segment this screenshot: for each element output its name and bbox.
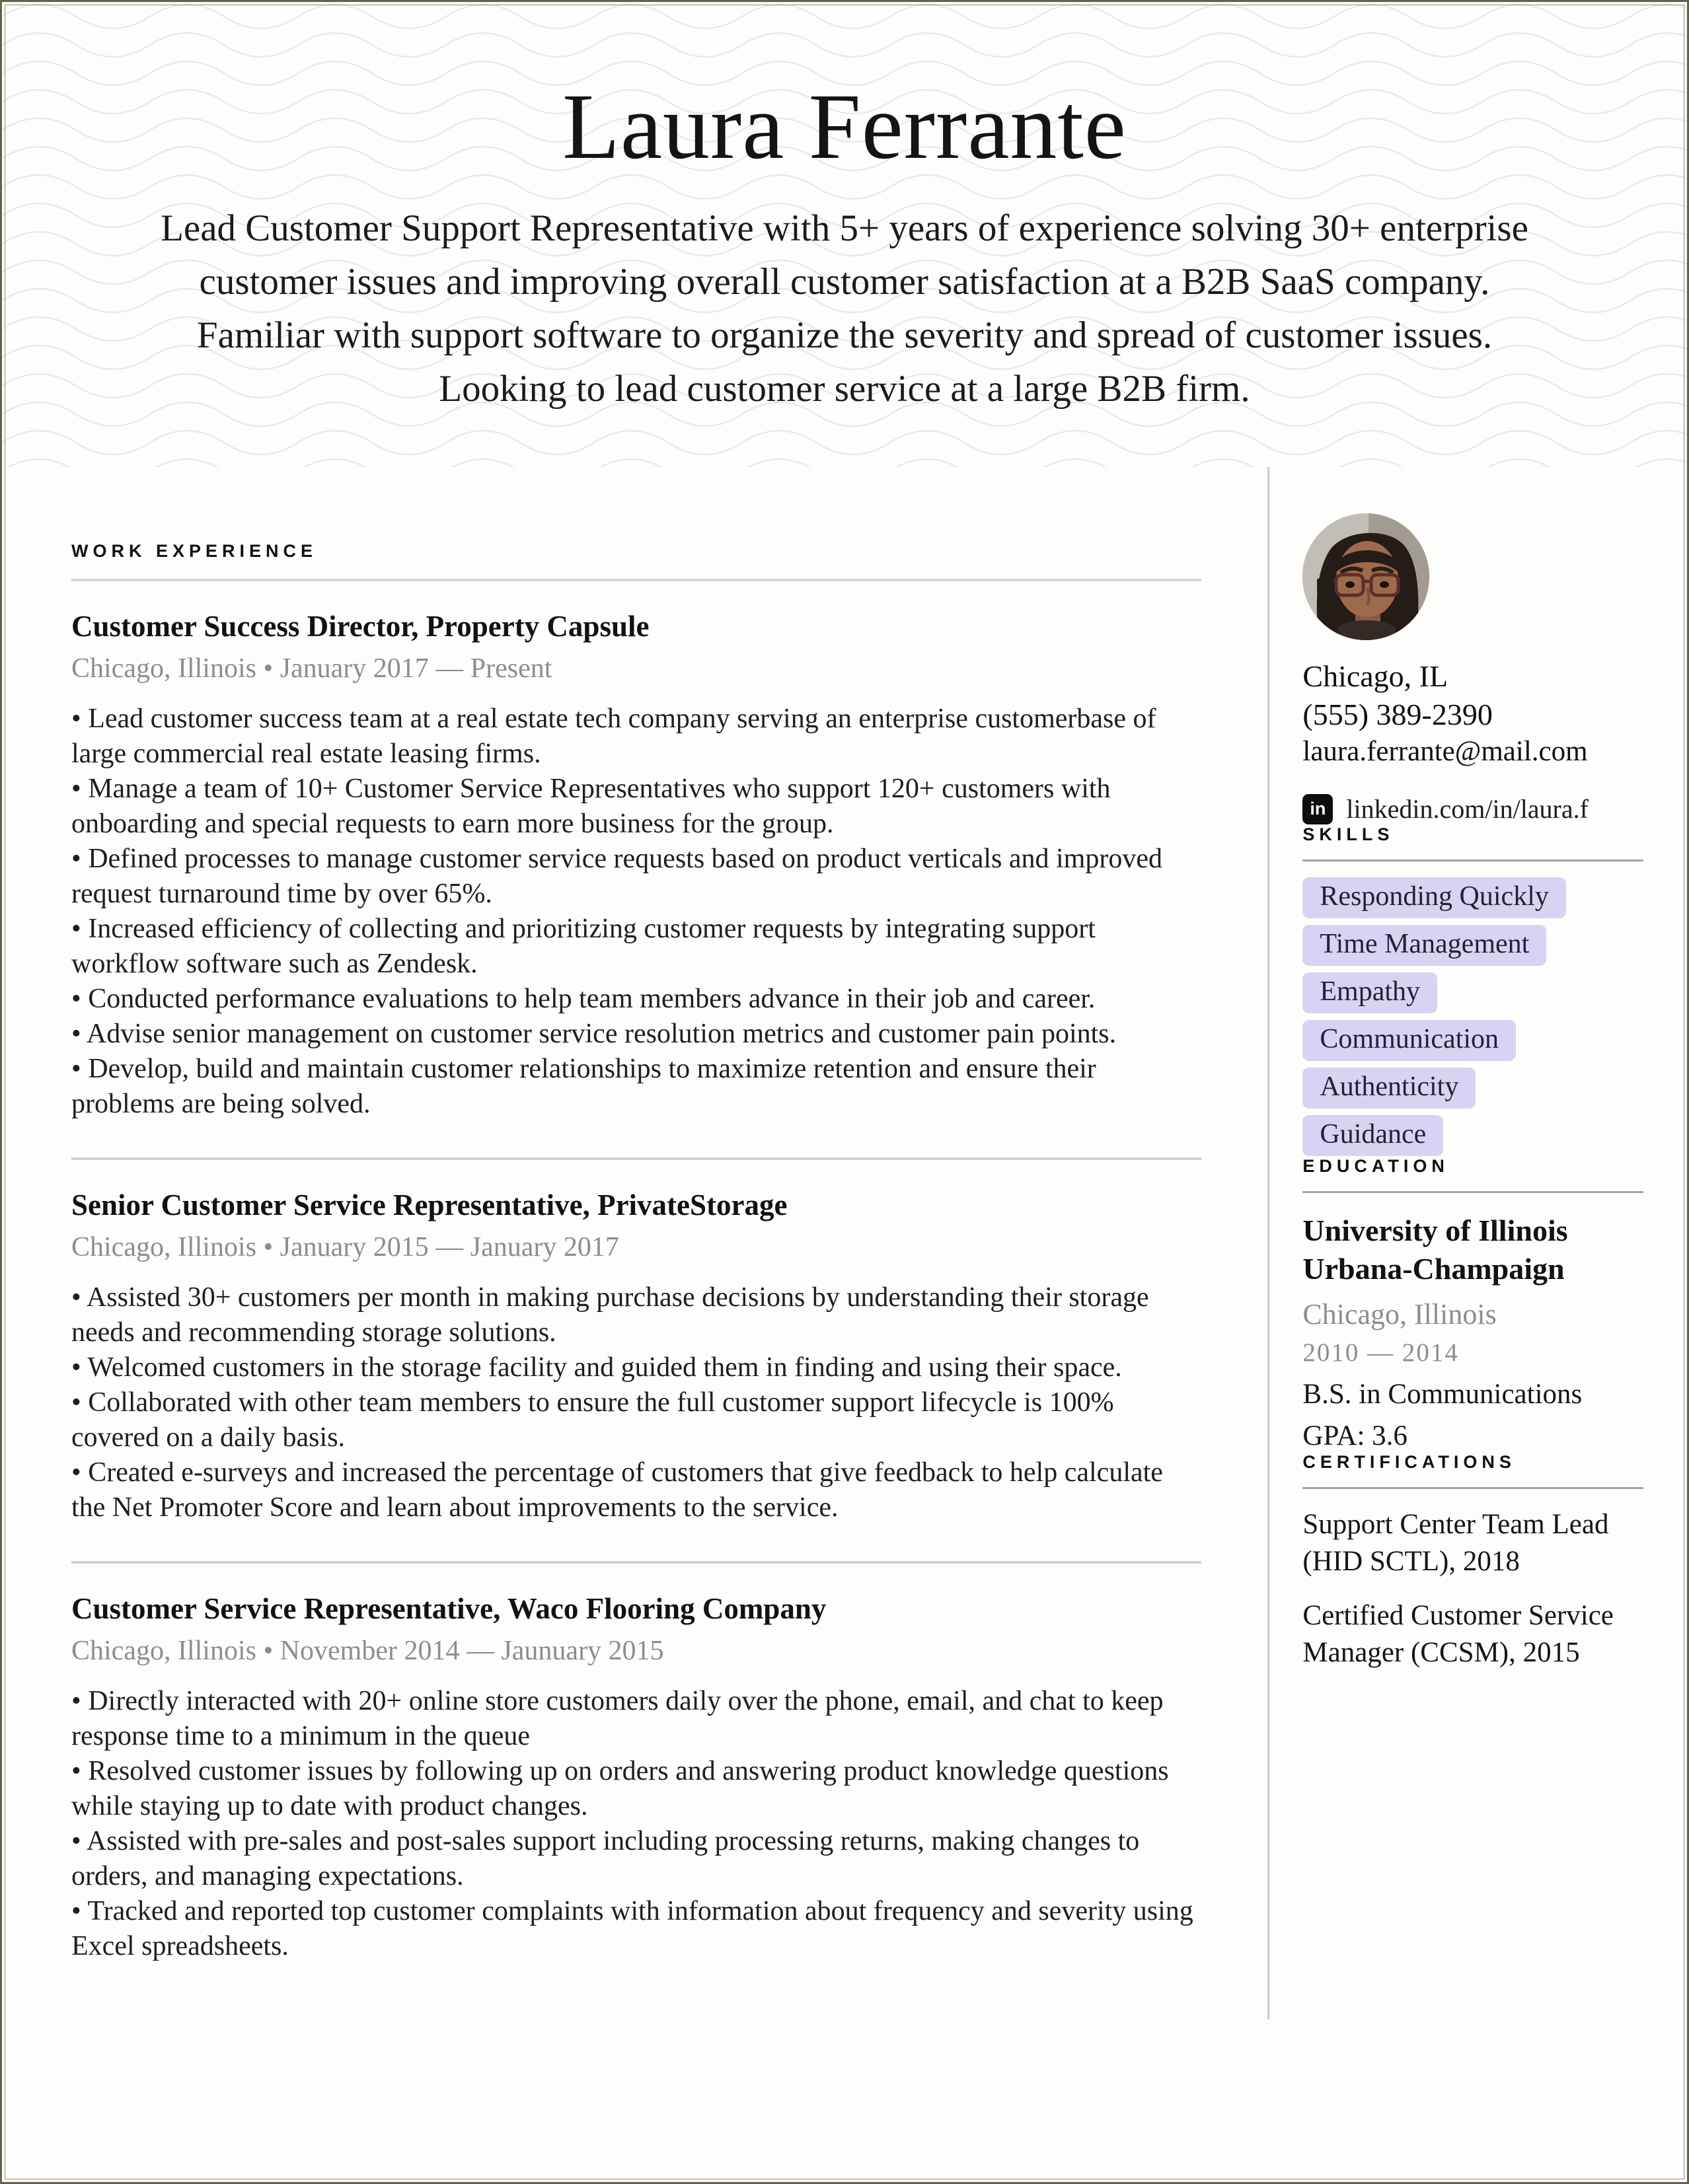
job-bullet: • Created e-surveys and increased the percentage of customers that give feedback to help calculate the Net Promoter Score and learn about improvements to the service.: [71, 1457, 1163, 1523]
job-title: Senior Customer Service Representative, PrivateStorage: [71, 1188, 788, 1221]
column-divider: [1267, 467, 1269, 2020]
job-separator: [71, 1561, 1201, 1564]
job-meta: Chicago, Illinois • January 2017 — Present: [71, 653, 552, 684]
certification-item: Support Center Team Lead (HID SCTL), 2018: [1302, 1509, 1609, 1577]
education-gpa: GPA: 3.6: [1302, 1420, 1408, 1451]
job-bullet: • Assisted with pre-sales and post-sales support including processing returns, making changes to orders, and managing expectations.: [71, 1826, 1140, 1891]
contact-block: [1302, 657, 1643, 770]
skill-pill: Responding Quickly: [1302, 877, 1565, 918]
section-divider: [71, 579, 1201, 581]
job-bullet: • Increased efficiency of collecting and prioritizing customer requests by integrating support workflow software such as Zendesk.: [71, 914, 1096, 979]
skill-pill: Time Management: [1302, 925, 1546, 966]
contact-location: Chicago, IL: [1302, 659, 1448, 693]
job-meta: Chicago, Illinois • November 2014 — Jaunuary 2015: [71, 1636, 664, 1666]
job-bullet: • Assisted 30+ customers per month in making purchase decisions by understanding their storage needs and recommending storage solutions.: [71, 1282, 1149, 1348]
job-bullets: [71, 1684, 1201, 1964]
skill-pill-row: [1302, 1115, 1643, 1156]
section-divider: [1302, 859, 1643, 861]
summary-text: Lead Customer Support Representative with 5+ years of experience solving 30+ enterprise customer issues and improving overall customer satisfaction at a B2B SaaS company. Familiar with support software to organize the severity and spread of customer issues. Looking to lead customer service at a large B2B firm.: [161, 207, 1528, 410]
profile-photo-illustration: [1302, 513, 1429, 640]
job-meta: Chicago, Illinois • January 2015 — January 2017: [71, 1232, 619, 1262]
skill-pill-row: [1302, 925, 1643, 966]
job-title: Customer Service Representative, Waco Flooring Company: [71, 1592, 827, 1625]
main-column: [2, 467, 1265, 1964]
body: [2, 467, 1687, 1964]
education-school: University of Illinois Urbana-Champaign: [1302, 1214, 1568, 1286]
skill-pill: Guidance: [1302, 1115, 1443, 1156]
job-bullet: • Resolved customer issues by following up on orders and answering product knowledge questions while staying up to date with product changes.: [71, 1756, 1169, 1821]
section-divider: [1302, 1487, 1643, 1489]
education-years: 2010 — 2014: [1302, 1338, 1459, 1367]
skill-pill-row: [1302, 1020, 1643, 1061]
linkedin-url: linkedin.com/in/laura.f: [1346, 794, 1589, 824]
certification-item: Certified Customer Service Manager (CCSM), 2015: [1302, 1600, 1614, 1668]
job-bullet: • Welcomed customers in the storage facility and guided them in finding and using their space.: [71, 1352, 1122, 1383]
skills-heading: SKILLS: [1302, 824, 1394, 844]
profile-photo: [1302, 513, 1429, 640]
skill-pill-row: [1302, 1068, 1643, 1109]
job-entry: [71, 609, 1201, 1122]
jobs-list: [71, 609, 1201, 1964]
sidebar: [1265, 467, 1687, 1671]
job-separator: [71, 1157, 1201, 1160]
skill-pill-row: [1302, 972, 1643, 1013]
job-entry: [71, 1188, 1201, 1525]
person-name: Laura Ferrante: [562, 74, 1127, 178]
job-bullet: • Advise senior management on customer service resolution metrics and customer pain points.: [71, 1019, 1117, 1049]
job-bullet: • Manage a team of 10+ Customer Service Representatives who support 120+ customers with onboarding and special requests to earn more business for the group.: [71, 774, 1111, 839]
certifications-list: [1302, 1506, 1643, 1671]
education-heading: EDUCATION: [1302, 1156, 1449, 1176]
job-bullet: • Lead customer success team at a real estate tech company serving an enterprise customerbase of large commercial real estate leasing firms.: [71, 704, 1156, 769]
skill-pill: Authenticity: [1302, 1068, 1476, 1109]
contact-email: laura.ferrante@mail.com: [1302, 736, 1588, 767]
linkedin-row: [1302, 793, 1643, 824]
certifications-heading: CERTIFICATIONS: [1302, 1452, 1516, 1472]
skill-pill: Empathy: [1302, 972, 1437, 1013]
skills-list: [1302, 877, 1643, 1156]
job-bullet: • Tracked and reported top customer complaints with information about frequency and severity using Excel spreadsheets.: [71, 1896, 1193, 1961]
section-divider: [1302, 1191, 1643, 1193]
job-bullet: • Develop, build and maintain customer relationships to maximize retention and ensure their problems are being solved.: [71, 1054, 1096, 1119]
job-title: Customer Success Director, Property Capsule: [71, 610, 650, 643]
header: [2, 2, 1687, 467]
education-degree: B.S. in Communications: [1302, 1379, 1583, 1410]
job-bullets: [71, 1280, 1201, 1525]
work-experience-heading: WORK EXPERIENCE: [71, 541, 318, 561]
education-location: Chicago, Illinois: [1302, 1298, 1497, 1330]
contact-phone: (555) 389-2390: [1302, 698, 1493, 731]
skill-pill: Communication: [1302, 1020, 1516, 1061]
job-entry: [71, 1591, 1201, 1964]
linkedin-icon: in: [1302, 794, 1333, 824]
job-bullet: • Defined processes to manage customer service requests based on product verticals and improved request turnaround time by over 65%.: [71, 844, 1162, 909]
job-bullet: • Directly interacted with 20+ online store customers daily over the phone, email, and chat to keep response time to a minimum in the queue: [71, 1686, 1164, 1751]
job-bullets: [71, 702, 1201, 1122]
job-bullet: • Conducted performance evaluations to help team members advance in their job and career.: [71, 984, 1096, 1014]
skill-pill-row: [1302, 877, 1643, 918]
job-bullet: • Collaborated with other team members to ensure the full customer support lifecycle is 100% covered on a daily basis.: [71, 1387, 1114, 1453]
